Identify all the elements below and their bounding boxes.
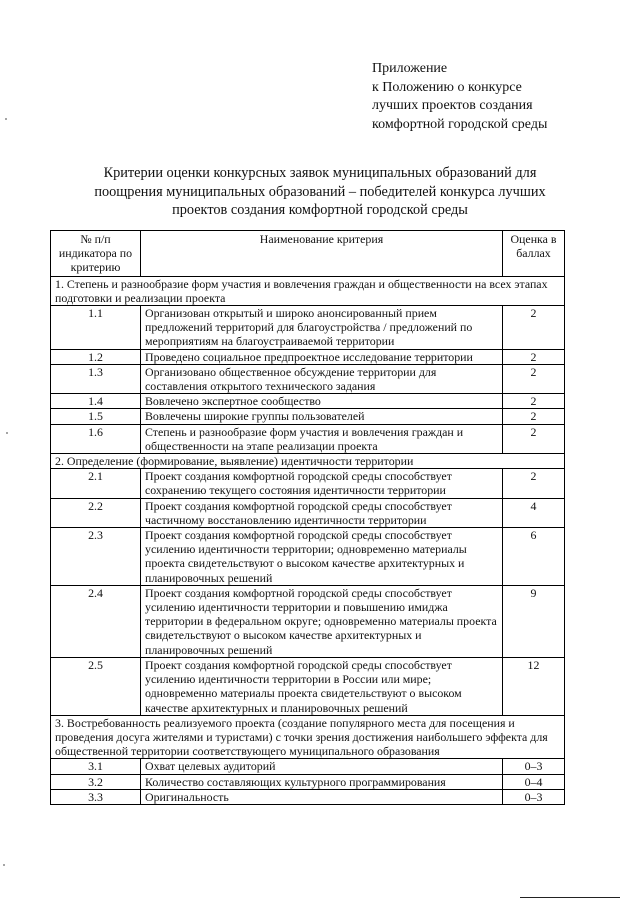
row-number: 1.6 (51, 424, 141, 453)
document-title (60, 164, 580, 220)
row-score: 0–3 (503, 759, 565, 774)
row-criterion: Вовлечены широкие группы пользователей (141, 409, 503, 424)
row-number: 2.4 (51, 585, 141, 657)
row-score: 2 (503, 409, 565, 424)
header-number: № п/п индикатора по критерию (51, 231, 141, 277)
row-number: 3.3 (51, 789, 141, 804)
table-row (51, 306, 565, 350)
section-row (51, 454, 565, 469)
title-line: Критерии оценки конкурсных заявок муниципальных образований для (103, 165, 537, 181)
row-number: 2.1 (51, 469, 141, 498)
header-criterion-name: Наименование критерия (141, 231, 503, 277)
row-criterion: Степень и разнообразие форм участия и вовлечения граждан и общественности на этапе реализации проекта (141, 424, 503, 453)
appendix-note (372, 60, 547, 134)
section-title: 1. Степень и разнообразие форм участия и вовлечения граждан и общественности на всех этапах подготовки и реализации проекта (51, 276, 565, 305)
table-row (51, 424, 565, 453)
footer-rule (520, 897, 620, 898)
row-number: 2.2 (51, 498, 141, 527)
table-row (51, 498, 565, 527)
row-score: 0–3 (503, 789, 565, 804)
row-number: 3.1 (51, 759, 141, 774)
row-criterion: Организовано общественное обсуждение территории для составления открытого технического задания (141, 364, 503, 393)
row-criterion: Количество составляющих культурного программирования (141, 774, 503, 789)
row-score: 2 (503, 424, 565, 453)
row-score: 2 (503, 394, 565, 409)
row-score: 0–4 (503, 774, 565, 789)
table-row (51, 759, 565, 774)
appendix-line: комфортной городской среды (372, 116, 548, 132)
title-line: поощрения муниципальных образований – победителей конкурса лучших (94, 183, 546, 200)
row-score: 2 (503, 349, 565, 364)
row-criterion: Проект создания комфортной городской среды способствует сохранению текущего состояния идентичности территории (141, 469, 503, 498)
row-criterion: Проект создания комфортной городской среды способствует усилению идентичности территории и повышению имиджа территории в федеральном округе; одновременно материалы проекта свидетельствуют о высоком качестве архитектурных и планировочных решений (141, 585, 503, 657)
row-criterion: Охват целевых аудиторий (141, 759, 503, 774)
table-row (51, 469, 565, 498)
row-criterion: Проведено социальное предпроектное исследование территории (141, 349, 503, 364)
row-criterion: Проект создания комфортной городской среды способствует усилению идентичности территории в России или мире; одновременно материалы проекта свидетельствуют о высоком качестве архитектурных и планировочных решений (141, 657, 503, 715)
row-score: 9 (503, 585, 565, 657)
row-criterion: Организован открытый и широко анонсированный прием предложений территорий для благоустройства / предложений по мероприятиям на благоустраиваемой территории (141, 306, 503, 350)
section-row (51, 715, 565, 759)
section-title: 3. Востребованность реализуемого проекта (создание популярного места для посещения и проведения досуга жителями и туристами) с точки зрения достижения наибольшего эффекта для общественной территории соответствующего муниципального образования (51, 715, 565, 759)
table-row (51, 585, 565, 657)
table-row (51, 409, 565, 424)
scan-speck (6, 432, 8, 434)
row-criterion: Вовлечено экспертное сообщество (141, 394, 503, 409)
row-number: 2.3 (51, 528, 141, 586)
row-number: 1.2 (51, 349, 141, 364)
row-score: 2 (503, 469, 565, 498)
table-row (51, 528, 565, 586)
row-criterion: Оригинальность (141, 789, 503, 804)
header-score: Оценка в баллах (503, 231, 565, 277)
row-number: 1.3 (51, 364, 141, 393)
table-row (51, 349, 565, 364)
row-number: 1.4 (51, 394, 141, 409)
appendix-line: Приложение (372, 61, 448, 76)
row-score: 2 (503, 306, 565, 350)
table-row (51, 789, 565, 804)
row-criterion: Проект создания комфортной городской среды способствует усилению идентичности территории; одновременно материалы проекта свидетельствуют о высоком качестве архитектурных и планировочных решений (141, 528, 503, 586)
table-row (51, 774, 565, 789)
row-number: 3.2 (51, 774, 141, 789)
criteria-table (50, 230, 565, 805)
table-row (51, 364, 565, 393)
row-score: 12 (503, 657, 565, 715)
appendix-line: лучших проектов создания (372, 98, 533, 113)
scan-speck (5, 118, 7, 120)
appendix-line: к Положению о конкурсе (372, 79, 522, 95)
section-row (51, 276, 565, 305)
table-header-row (51, 231, 565, 277)
row-score: 6 (503, 528, 565, 586)
row-criterion: Проект создания комфортной городской среды способствует частичному восстановлению идентичности территории (141, 498, 503, 527)
scan-speck (3, 864, 5, 866)
section-title: 2. Определение (формирование, выявление) идентичности территории (51, 454, 565, 469)
table-row (51, 394, 565, 409)
row-number: 2.5 (51, 657, 141, 715)
title-line: проектов создания комфортной городской среды (172, 202, 468, 218)
table-row (51, 657, 565, 715)
row-score: 2 (503, 364, 565, 393)
row-number: 1.5 (51, 409, 141, 424)
row-number: 1.1 (51, 306, 141, 350)
row-score: 4 (503, 498, 565, 527)
